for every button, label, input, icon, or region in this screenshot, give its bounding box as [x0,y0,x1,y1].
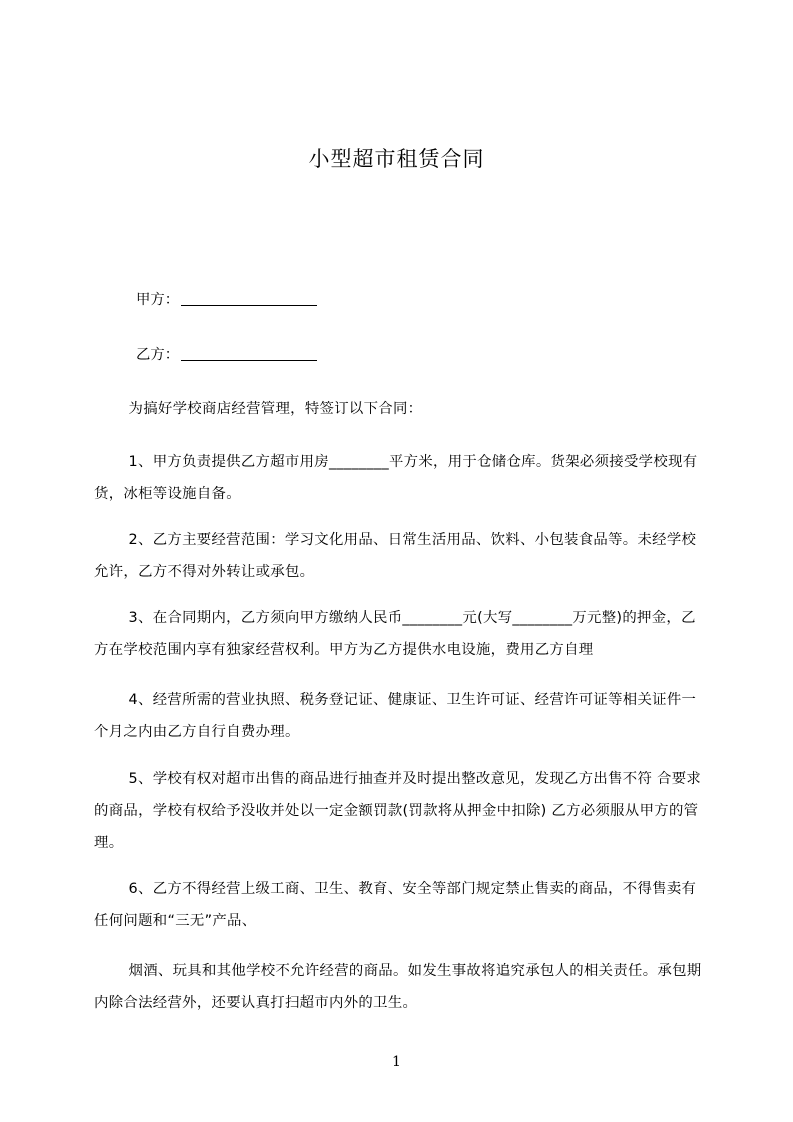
clause-6-continued: 烟酒、玩具和其他学校不允许经营的商品。如发生事故将追究承包人的相关责任。承包期内除合法经营外，还要认真打扫超市内外的卫生。 [94,963,702,1011]
party-b-blank [181,344,317,361]
party-b-label: 乙方： [136,347,180,363]
page-number: 1 [392,1054,401,1070]
clause-6: 6、乙方不得经营上级工商、卫生、教育、安全等部门规定禁止售卖的商品，不得售卖有任何问题和“三无”产品、 [94,881,697,929]
clause-1: 1、甲方负责提供乙方超市用房________平方米，用于仓储仓库。货架必须接受学校现有货，冰柜等设施自备。 [94,454,698,502]
party-b-line [136,339,317,371]
clause-5: 5、学校有权对超市出售的商品进行抽查并及时提出整改意见，发现乙方出售不符 合要求的商品，学校有权给予没收并处以一定金额罚款(罚款将从押金中扣除) 乙方必须服从甲方的管理。 [94,771,702,851]
clause-2: 2、乙方主要经营范围：学习文化用品、日常生活用品、饮料、小包装食品等。未经学校允许，乙方不得对外转让或承包。 [94,532,697,580]
clause-3: 3、在合同期内，乙方须向甲方缴纳人民币________元(大写________万元整)的押金，乙方在学校范围内享有独家经营权利。甲方为乙方提供水电设施，费用乙方自理 [94,610,696,658]
intro-paragraph: 为搞好学校商店经营管理，特签订以下合同： [128,401,423,417]
party-a-line [136,284,317,316]
clause-4: 4、经营所需的营业执照、税务登记证、健康证、卫生许可证、经营许可证等相关证件一个月之内由乙方自行自费办理。 [94,692,697,740]
document-title: 小型超市租赁合同 [308,147,485,171]
party-a-blank [181,289,317,306]
party-a-label: 甲方： [136,292,180,308]
